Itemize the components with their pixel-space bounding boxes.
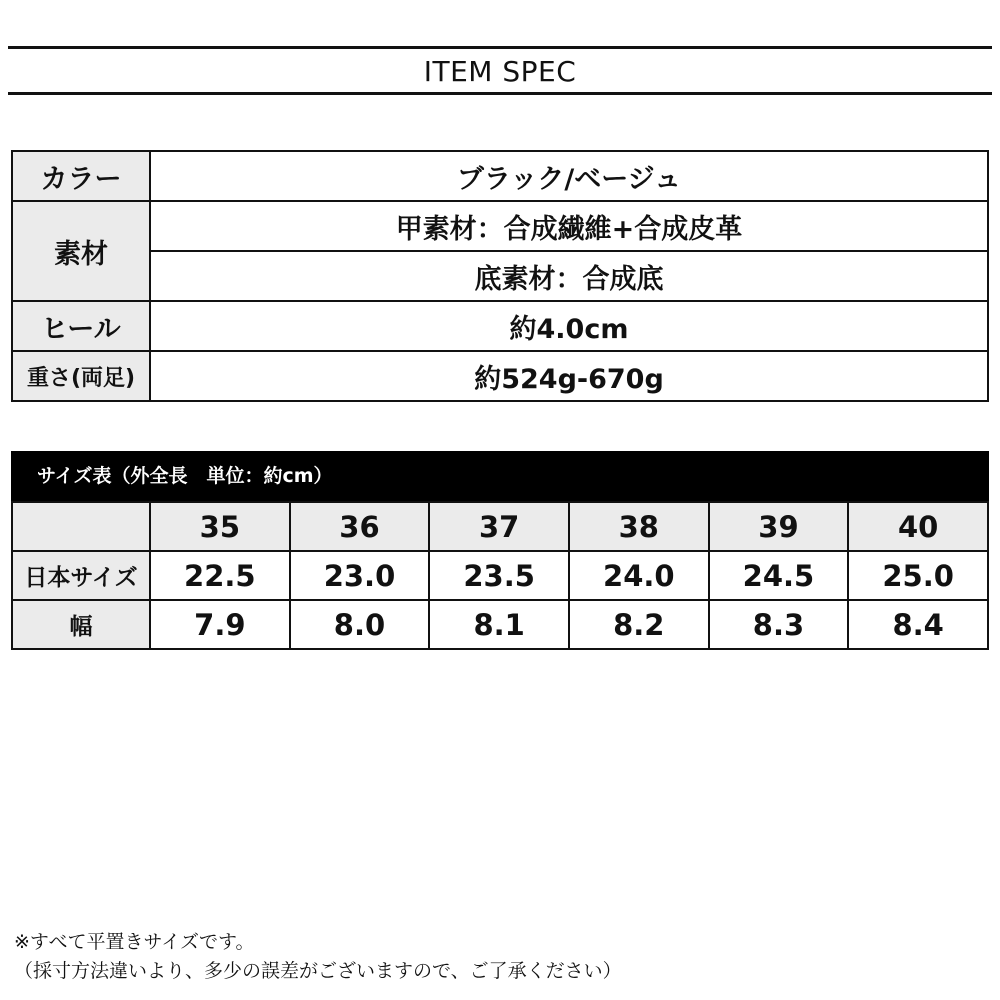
size-row-width <box>12 600 988 649</box>
spec-row-weight <box>12 351 988 401</box>
weight-value: 約524g-670g <box>150 351 988 401</box>
width-cell: 8.3 <box>709 600 849 649</box>
weight-label: 重さ(両足) <box>12 351 150 401</box>
size-row-eu <box>12 502 988 551</box>
spec-row-material-sole <box>12 251 988 301</box>
width-cell: 8.1 <box>429 600 569 649</box>
japan-size-cell: 25.0 <box>848 551 988 600</box>
width-label: 幅 <box>12 600 150 649</box>
spec-row-material-upper <box>12 201 988 251</box>
size-eu-cell: 38 <box>569 502 709 551</box>
japan-size-cell: 24.5 <box>709 551 849 600</box>
japan-size-cell: 22.5 <box>150 551 290 600</box>
size-table-header: サイズ表（外全長 単位：約cm） <box>11 451 989 502</box>
heel-value: 約4.0cm <box>150 301 988 351</box>
japan-size-cell: 23.0 <box>290 551 430 600</box>
title-bottom-rule <box>8 92 992 95</box>
sole-material-value: 底素材：合成底 <box>150 251 988 301</box>
spec-row-heel <box>12 301 988 351</box>
spec-table <box>11 150 989 402</box>
size-row-japan <box>12 551 988 600</box>
width-cell: 8.4 <box>848 600 988 649</box>
size-eu-cell: 36 <box>290 502 430 551</box>
size-eu-cell: 35 <box>150 502 290 551</box>
heel-label: ヒール <box>12 301 150 351</box>
size-eu-cell: 37 <box>429 502 569 551</box>
note-measurement-error: （採寸方法違いより、多少の誤差がございますので、ご了承ください） <box>14 960 622 982</box>
color-value: ブラック/ベージュ <box>150 151 988 201</box>
size-corner-cell <box>12 502 150 551</box>
spec-row-color <box>12 151 988 201</box>
width-cell: 8.2 <box>569 600 709 649</box>
japan-size-cell: 23.5 <box>429 551 569 600</box>
upper-material-value: 甲素材：合成繊維+合成皮革 <box>150 201 988 251</box>
material-label: 素材 <box>12 201 150 301</box>
size-eu-cell: 40 <box>848 502 988 551</box>
color-label: カラー <box>12 151 150 201</box>
title-top-rule <box>8 46 992 49</box>
size-eu-cell: 39 <box>709 502 849 551</box>
width-cell: 7.9 <box>150 600 290 649</box>
size-table <box>11 501 989 650</box>
note-flat-measurement: ※すべて平置きサイズです。 <box>14 931 255 953</box>
width-cell: 8.0 <box>290 600 430 649</box>
japan-size-label: 日本サイズ <box>12 551 150 600</box>
page-title: ITEM SPEC <box>423 55 577 88</box>
japan-size-cell: 24.0 <box>569 551 709 600</box>
